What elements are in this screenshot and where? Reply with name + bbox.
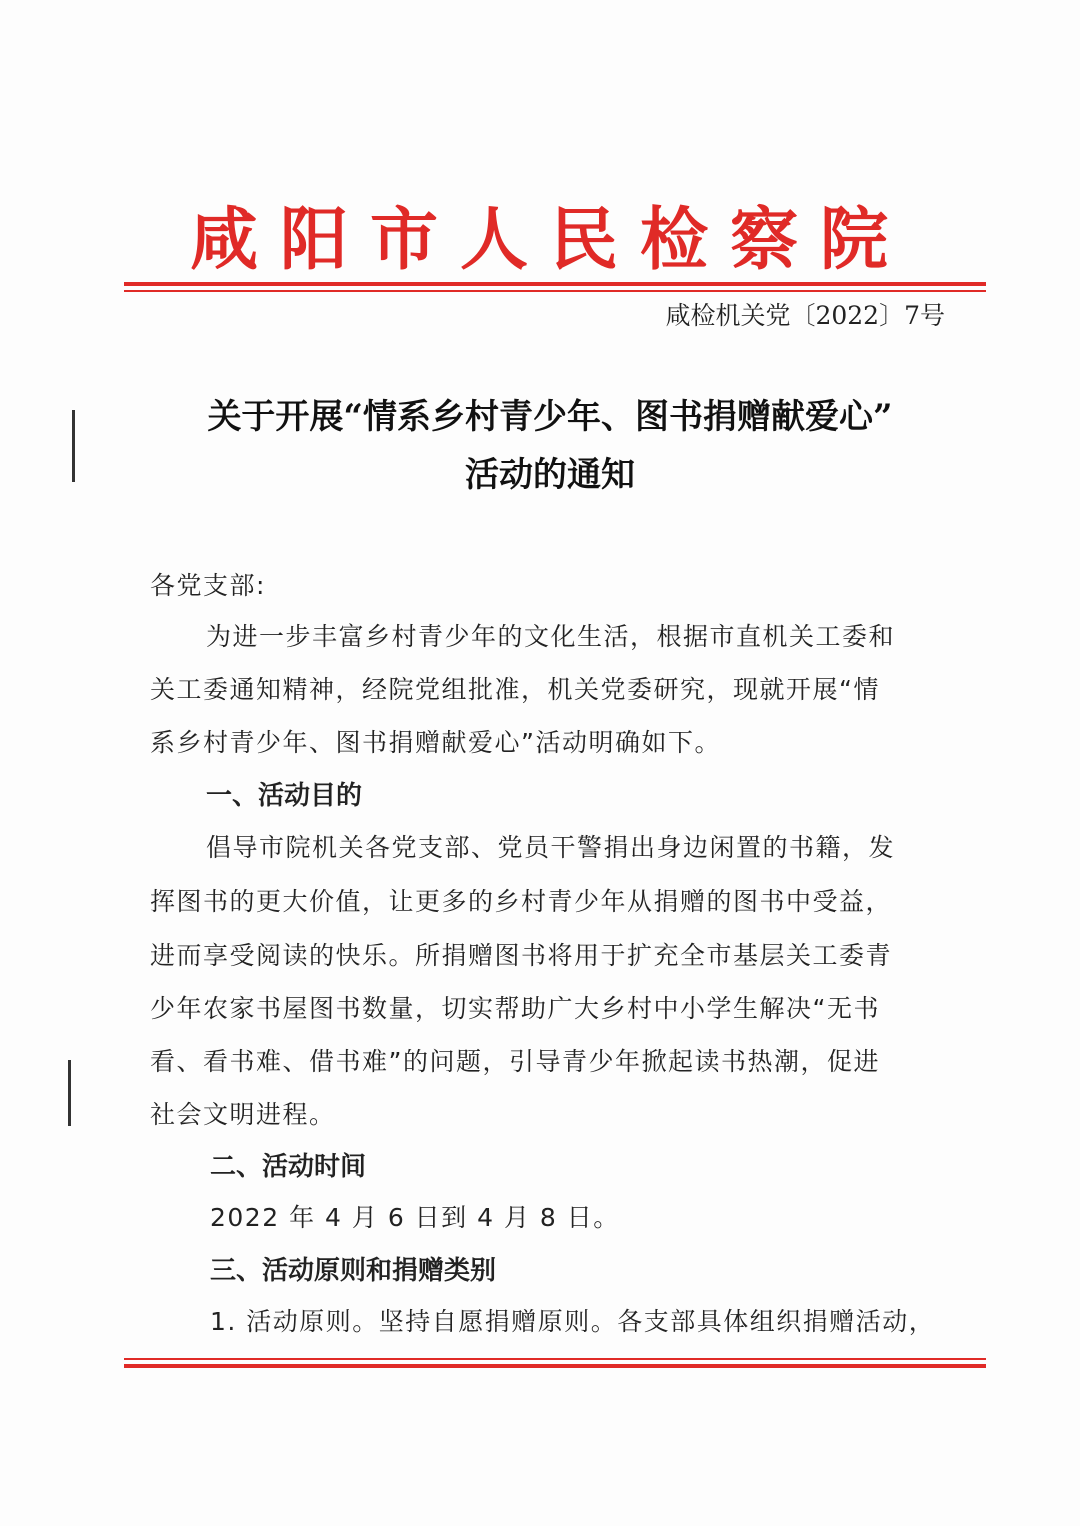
paragraph-line: 看、看书难、借书难”的问题，引导青少年掀起读书热潮，促进 (150, 1047, 880, 1076)
document-number: 咸检机关党〔2022〕7号 (665, 301, 945, 330)
paragraph-line: 挥图书的更大价值，让更多的乡村青少年从捐赠的图书中受益， (150, 887, 893, 916)
paragraph-line: 2022 年 4 月 6 日到 4 月 8 日。 (210, 1203, 620, 1232)
paragraph-line: 少年农家书屋图书数量，切实帮助广大乡村中小学生解决“无书 (150, 994, 880, 1023)
paragraph-line: 倡导市院机关各党支部、党员干警捐出身边闲置的书籍，发 (206, 833, 896, 862)
section-heading: 二、活动时间 (210, 1152, 367, 1182)
intro-line: 系乡村青少年、图书捐赠献爱心”活动明确如下。 (150, 728, 721, 757)
notice-title (110, 388, 990, 504)
binding-mark-top (72, 410, 75, 482)
intro-line: 关工委通知精神，经院党组批准，机关党委研究，现就开展“情 (150, 675, 880, 704)
section-heading: 三、活动原则和捐赠类别 (210, 1256, 497, 1286)
title-line-2: 活动的通知 (465, 455, 635, 495)
paragraph-line: 进而享受阅读的快乐。所捐赠图书将用于扩充全市基层关工委青 (150, 941, 893, 970)
title-line-1: 关于开展“情系乡村青少年、图书捐赠献爱心” (207, 397, 893, 437)
section-heading: 一、活动目的 (206, 781, 363, 811)
binding-mark-bottom (68, 1060, 71, 1126)
paragraph-line: 社会文明进程。 (150, 1100, 336, 1129)
masthead-org-name: 咸阳市人民检察院 (189, 200, 910, 280)
red-rule-thin (124, 1358, 986, 1360)
masthead-red-rule (124, 282, 986, 292)
intro-line: 为进一步丰富乡村青少年的文化生活，根据市直机关工委和 (206, 622, 896, 651)
red-rule-thick (124, 282, 986, 286)
red-rule-thin (124, 290, 986, 292)
paragraph-line: 1. 活动原则。坚持自愿捐赠原则。各支部具体组织捐赠活动， (210, 1307, 936, 1336)
footer-red-rule (124, 1358, 986, 1368)
salutation: 各党支部: (150, 571, 266, 600)
red-rule-thick (124, 1364, 986, 1368)
